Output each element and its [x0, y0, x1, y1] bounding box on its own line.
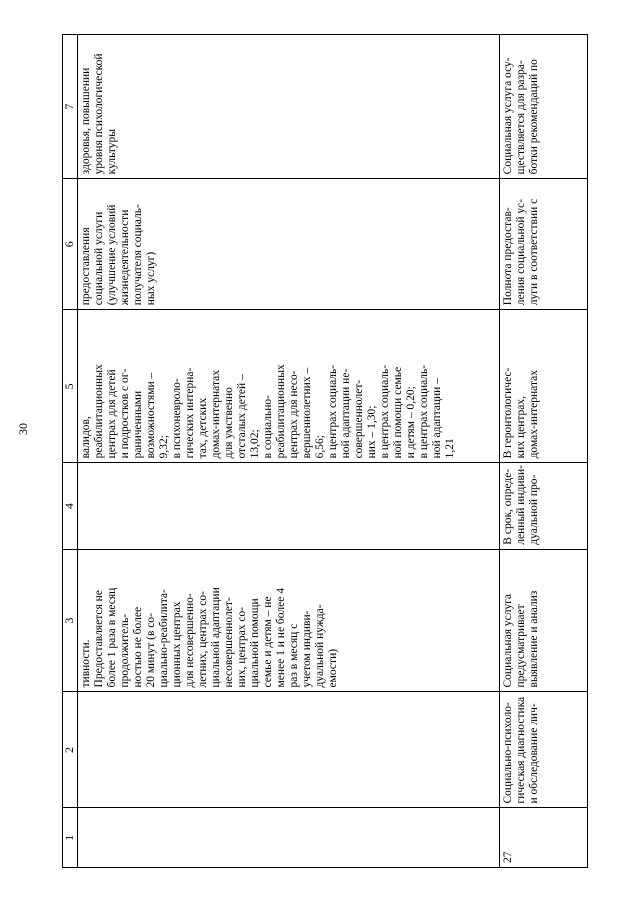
- cell-row27-number: 27: [500, 808, 588, 868]
- cell-text-line: Полнота предостав-: [502, 207, 514, 306]
- cell-text-line: в центрах социаль-: [379, 364, 391, 459]
- cell-text-line: продолжитель-: [119, 613, 131, 688]
- cell-text-line: домах-интернатах: [210, 369, 222, 459]
- cell-text-line: 6,56;: [314, 435, 326, 459]
- cell-text-line: них, центрах со-: [236, 606, 248, 688]
- cell-text-line: реабилитационных: [275, 364, 287, 459]
- cell-text-line: выявление и анализ: [528, 590, 540, 688]
- cell-text-line: для несовершенно-: [184, 593, 196, 688]
- cell-continued-col4: [78, 463, 500, 549]
- cell-text-line: (улучшение условий: [106, 204, 118, 306]
- header-col-3: 3: [63, 549, 78, 692]
- table-row-continued: [78, 35, 500, 868]
- cell-text-line: В срок, опреде-: [502, 468, 514, 545]
- cell-row27-quality: [500, 179, 588, 310]
- cell-text-line: семье и детям – не: [262, 596, 274, 688]
- cell-text-line: и подростков с ог-: [119, 368, 131, 459]
- cell-text-line: 1,21: [444, 438, 456, 459]
- services-table: [62, 34, 588, 868]
- cell-text-line: возможностями –: [145, 372, 157, 459]
- cell-continued-col5: [78, 310, 500, 463]
- cell-text-line: Социальная услуга: [502, 593, 514, 688]
- cell-text-line: центрах для несо-: [288, 370, 300, 459]
- cell-text-line: для умственно: [223, 387, 235, 459]
- cell-text-line: совершеннолет-: [353, 379, 365, 459]
- cell-text-line: несовершеннолет-: [223, 597, 235, 688]
- cell-text-line: Предоставляется не: [93, 590, 105, 688]
- cell-text-line: них – 1,30;: [366, 405, 378, 459]
- cell-text-line: ционных центрах: [171, 601, 183, 688]
- cell-row27-service-name: [500, 692, 588, 808]
- rotated-table-container: [62, 34, 588, 868]
- cell-text-line: здоровья, повышении: [80, 67, 92, 175]
- cell-text-line: В геронтологичес-: [502, 367, 514, 459]
- cell-text-line: в психоневроло-: [171, 378, 183, 459]
- header-col-7: 7: [63, 35, 78, 179]
- cell-text-line: центрах для детей: [106, 369, 118, 459]
- cell-text-line: ной адаптации –: [431, 378, 443, 459]
- cell-text-line: валидов,: [80, 416, 92, 459]
- cell-text-line: ной помощи семье: [392, 366, 404, 459]
- cell-continued-col2: [78, 692, 500, 808]
- cell-text-line: раниченными: [132, 390, 144, 459]
- cell-row27-tariff: [500, 310, 588, 463]
- cell-continued-col7: [78, 35, 500, 179]
- cell-text-line: ностью не более: [132, 606, 144, 688]
- cell-text-line: дуальной про-: [528, 474, 540, 545]
- header-col-4: 4: [63, 463, 78, 549]
- cell-text-line: ленный индиви-: [515, 465, 527, 545]
- cell-text-line: жизнедеятельности: [119, 209, 131, 306]
- cell-text-line: в центрах социаль-: [327, 364, 339, 459]
- cell-text-line: Социально-психоло-: [502, 702, 514, 804]
- cell-text-line: реабилитационных: [93, 364, 105, 459]
- cell-text-line: более 1 раза в месяц: [106, 587, 118, 688]
- cell-text-line: Социальная услуга осу-: [502, 57, 514, 175]
- cell-text-line: и обследование лич-: [528, 703, 540, 804]
- cell-text-line: ления социальной ус-: [515, 198, 527, 306]
- cell-row27-conditions: [500, 35, 588, 179]
- cell-text-line: и детям – 0,20;: [405, 386, 417, 459]
- cell-text-line: отсталых детей –: [236, 374, 248, 459]
- cell-text-line: учетом индиви-: [301, 610, 313, 688]
- cell-continued-col1: [78, 808, 500, 868]
- cell-text-line: ботки рекомендаций по: [528, 59, 540, 175]
- cell-text-line: летних, центрах со-: [197, 591, 209, 688]
- cell-text-line: 13,02;: [249, 429, 261, 459]
- cell-text-line: ных услуг): [145, 251, 157, 306]
- page-number: 30: [16, 423, 30, 435]
- cell-text-line: ких центрах,: [515, 395, 527, 459]
- cell-text-line: гических интерна-: [184, 367, 196, 459]
- cell-text-line: вершеннолетних –: [301, 367, 313, 459]
- cell-text-line: социальной услуги: [93, 211, 105, 306]
- cell-text-line: емости): [327, 648, 339, 688]
- cell-text-line: гическая диагностика: [515, 696, 527, 804]
- header-col-2: 2: [63, 692, 78, 808]
- cell-text-line: ной адаптации не-: [340, 368, 352, 459]
- cell-row27-term: [500, 463, 588, 549]
- table-row-27: [500, 35, 588, 868]
- cell-text-line: домах-интернатах: [528, 369, 540, 459]
- cell-continued-col3: [78, 549, 500, 692]
- cell-text-line: 20 минут (в со-: [145, 613, 157, 688]
- cell-continued-col6: [78, 179, 500, 310]
- header-row: [63, 35, 78, 868]
- header-col-1: 1: [63, 808, 78, 868]
- cell-text-line: в социально-: [262, 395, 274, 459]
- cell-text-line: циально-реабилита-: [158, 589, 170, 688]
- cell-text-line: 9,32;: [158, 435, 170, 459]
- cell-text-line: циальной помощи: [249, 598, 261, 688]
- cell-text-line: циальной адаптации: [210, 587, 222, 688]
- cell-row27-description: [500, 549, 588, 692]
- cell-text-line: предоставления: [80, 227, 92, 306]
- cell-text-line: предусматривает: [515, 604, 527, 688]
- cell-text-line: тивности.: [80, 639, 92, 688]
- cell-text-line: культуры: [106, 129, 118, 175]
- cell-text-line: в центрах социаль-: [418, 364, 430, 459]
- cell-text-line: луги в соответствии с: [528, 198, 540, 306]
- header-col-5: 5: [63, 310, 78, 463]
- cell-text-line: получателя социаль-: [132, 204, 144, 306]
- header-col-6: 6: [63, 179, 78, 310]
- cell-text-line: тах, детских: [197, 397, 209, 459]
- cell-text-line: раз в месяц с: [288, 623, 300, 688]
- cell-text-line: ществляется для разра-: [515, 60, 527, 175]
- cell-text-line: дуальной нужда-: [314, 604, 326, 688]
- cell-text-line: менее 1 и не более 4: [275, 588, 287, 688]
- cell-text-line: уровня психологической: [93, 53, 105, 175]
